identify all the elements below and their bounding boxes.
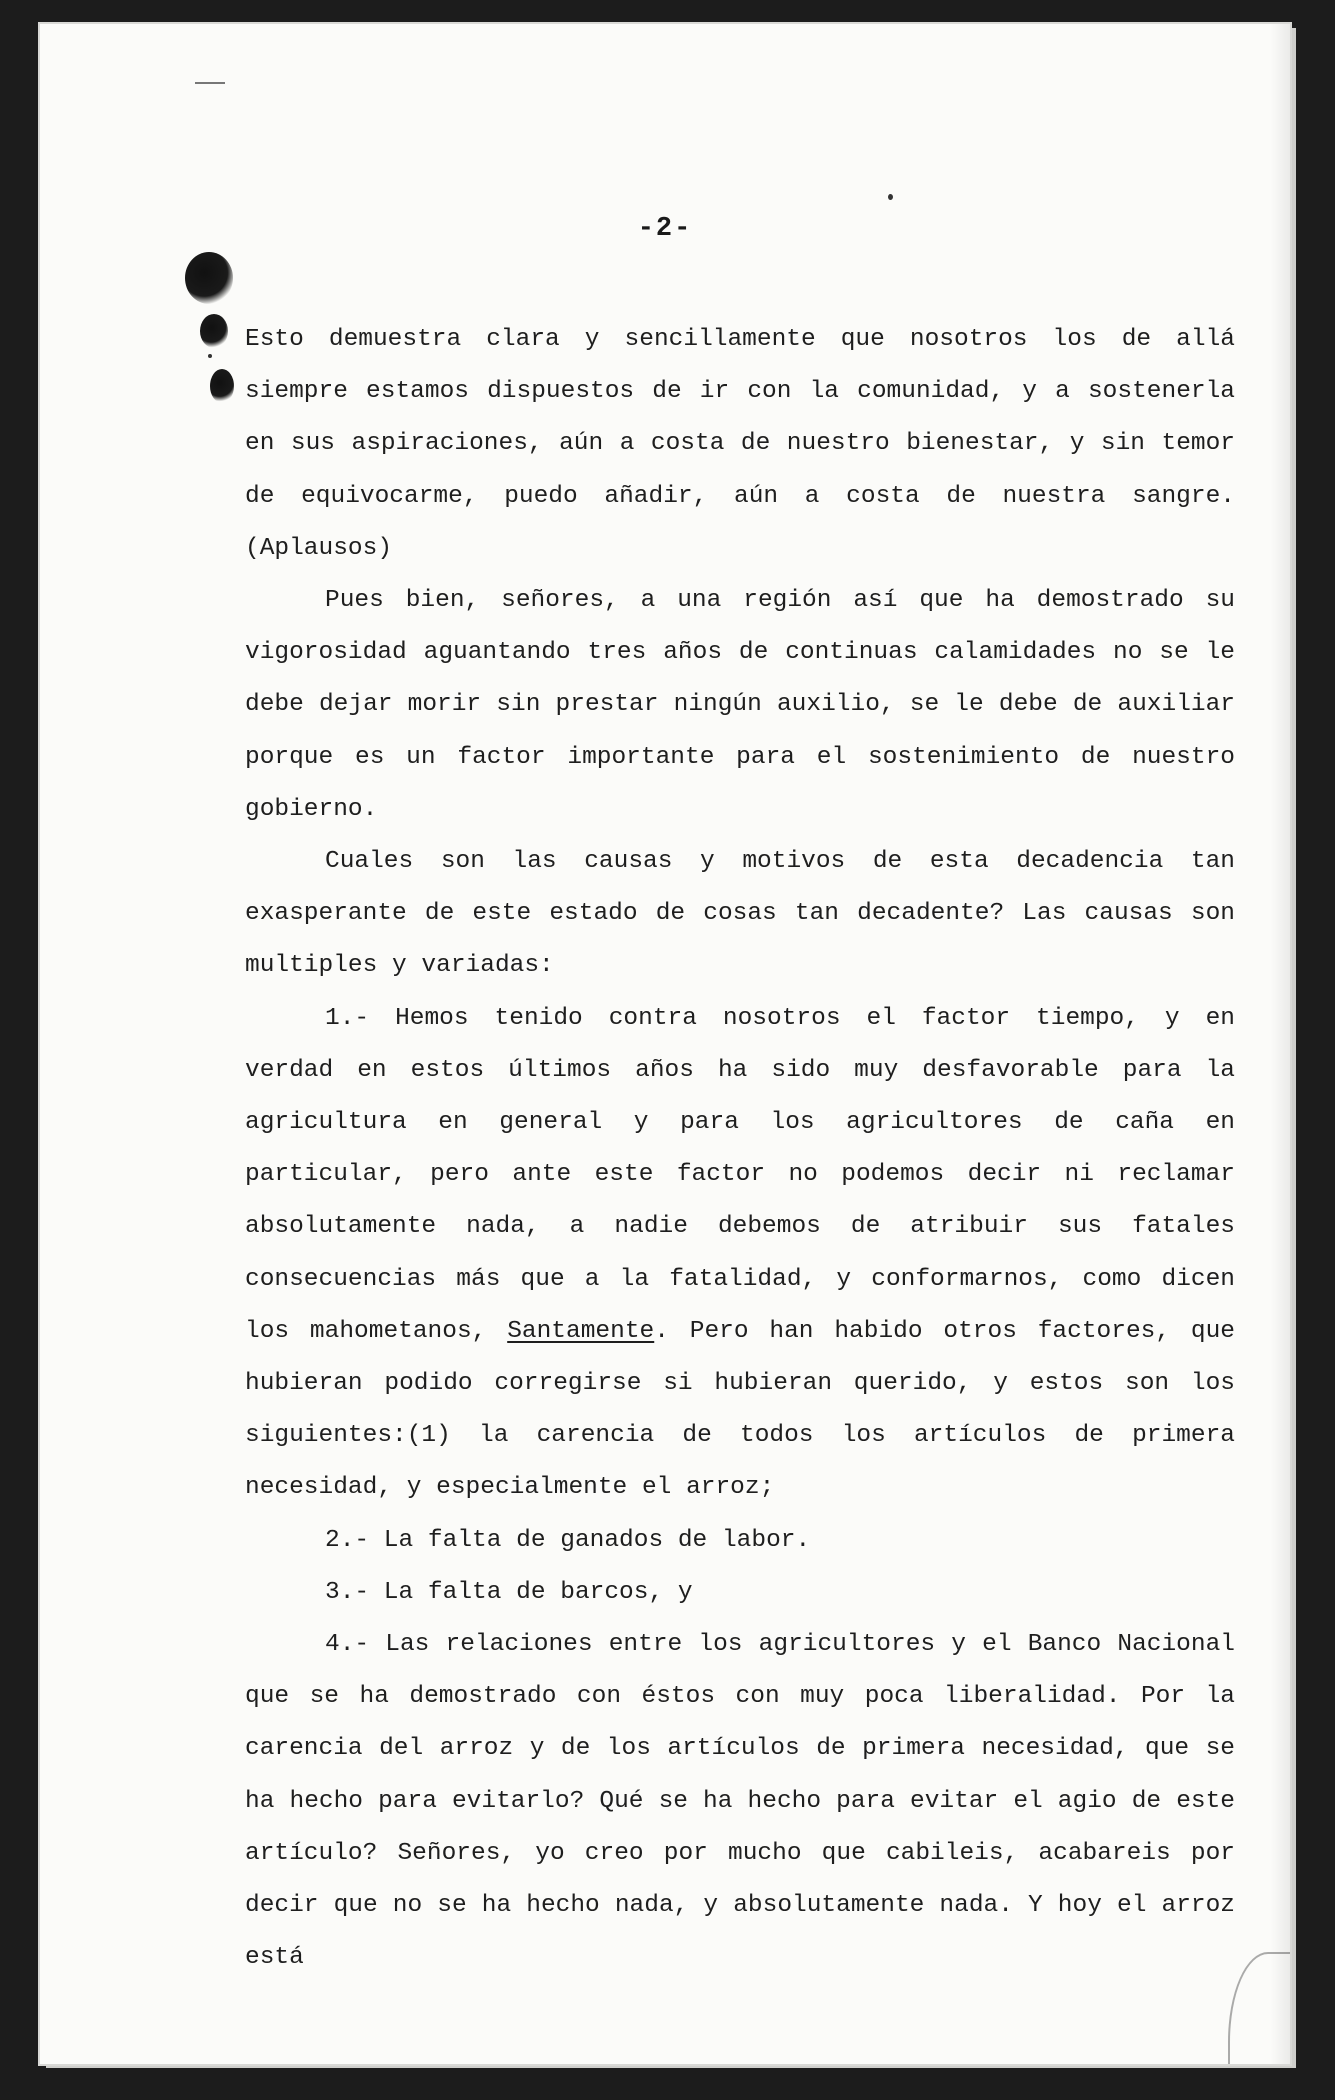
list-item-1 xyxy=(245,993,1235,1515)
ink-blot xyxy=(185,252,233,304)
list-item-3: 3.- La falta de barcos, y xyxy=(325,1578,693,1606)
paragraph-3: Cuales son las causas y motivos de esta decadencia tan exasperante de este estado de cosas tan decadente? Las causas son multiples y variadas: xyxy=(245,848,1235,980)
ink-blot xyxy=(200,314,228,348)
ink-speck xyxy=(208,354,212,358)
list-item-4: 4.- Las relaciones entre los agricultores y el Banco Nacional que se ha demostrado con éstos con muy poca liberalidad. Por la carencia del arroz y de los artículos de primera necesidad, que se ha hecho para evitarlo? Qué se ha hecho para evitar el agio de este artículo? Señores, yo creo por mucho que cabileis, acabareis por decir que no se ha hecho nada, y absolutamente nada. Y hoy el arroz está xyxy=(245,1631,1235,1972)
ink-blot xyxy=(210,369,234,403)
margin-mark xyxy=(195,82,225,84)
page-corner-curl xyxy=(1228,1952,1290,2064)
paragraph-1: Esto demuestra clara y sencillamente que nosotros los de allá siempre estamos dispuestos de ir con la comunidad, y a sostenerla en sus aspiraciones, aún a costa de nuestro bienestar, y sin temor de equivocarme, puedo añadir, aún a costa de nuestra sangre. (Aplausos) xyxy=(245,326,1235,562)
underlined-word: Santamente xyxy=(507,1317,655,1345)
typed-body xyxy=(245,314,1235,1985)
page-number: -2- xyxy=(637,214,693,244)
list-item-1-text-before: 1.- Hemos tenido contra nosotros el factor tiempo, y en verdad en estos últimos años ha sido muy desfavorable para la agricultura en general y para los agricultores de caña en particular, pero ante este factor no podemos decir ni reclamar absolutamente nada, a nadie debemos de atribuir sus fatales consecuencias más que a la fatalidad, y conformarnos, como dicen los mahometanos, xyxy=(245,1004,1235,1345)
document-page xyxy=(40,24,1290,2064)
paragraph-2: Pues bien, señores, a una región así que ha demostrado su vigorosidad aguantando tres años de continuas calamidades no se le debe dejar morir sin prestar ningún auxilio, se le debe de auxiliar porque es un factor importante para el sostenimiento de nuestro gobierno. xyxy=(245,587,1235,823)
list-item-1-text-after: . Pero han habido otros factores, que hubieran podido corregirse si hubieran querido, y estos son los siguientes:(1) la carencia de todos los artículos de primera necesidad, y especialmente el arroz; xyxy=(245,1317,1235,1502)
ink-speck xyxy=(888,194,893,200)
list-item-2: 2.- La falta de ganados de labor. xyxy=(325,1526,811,1554)
